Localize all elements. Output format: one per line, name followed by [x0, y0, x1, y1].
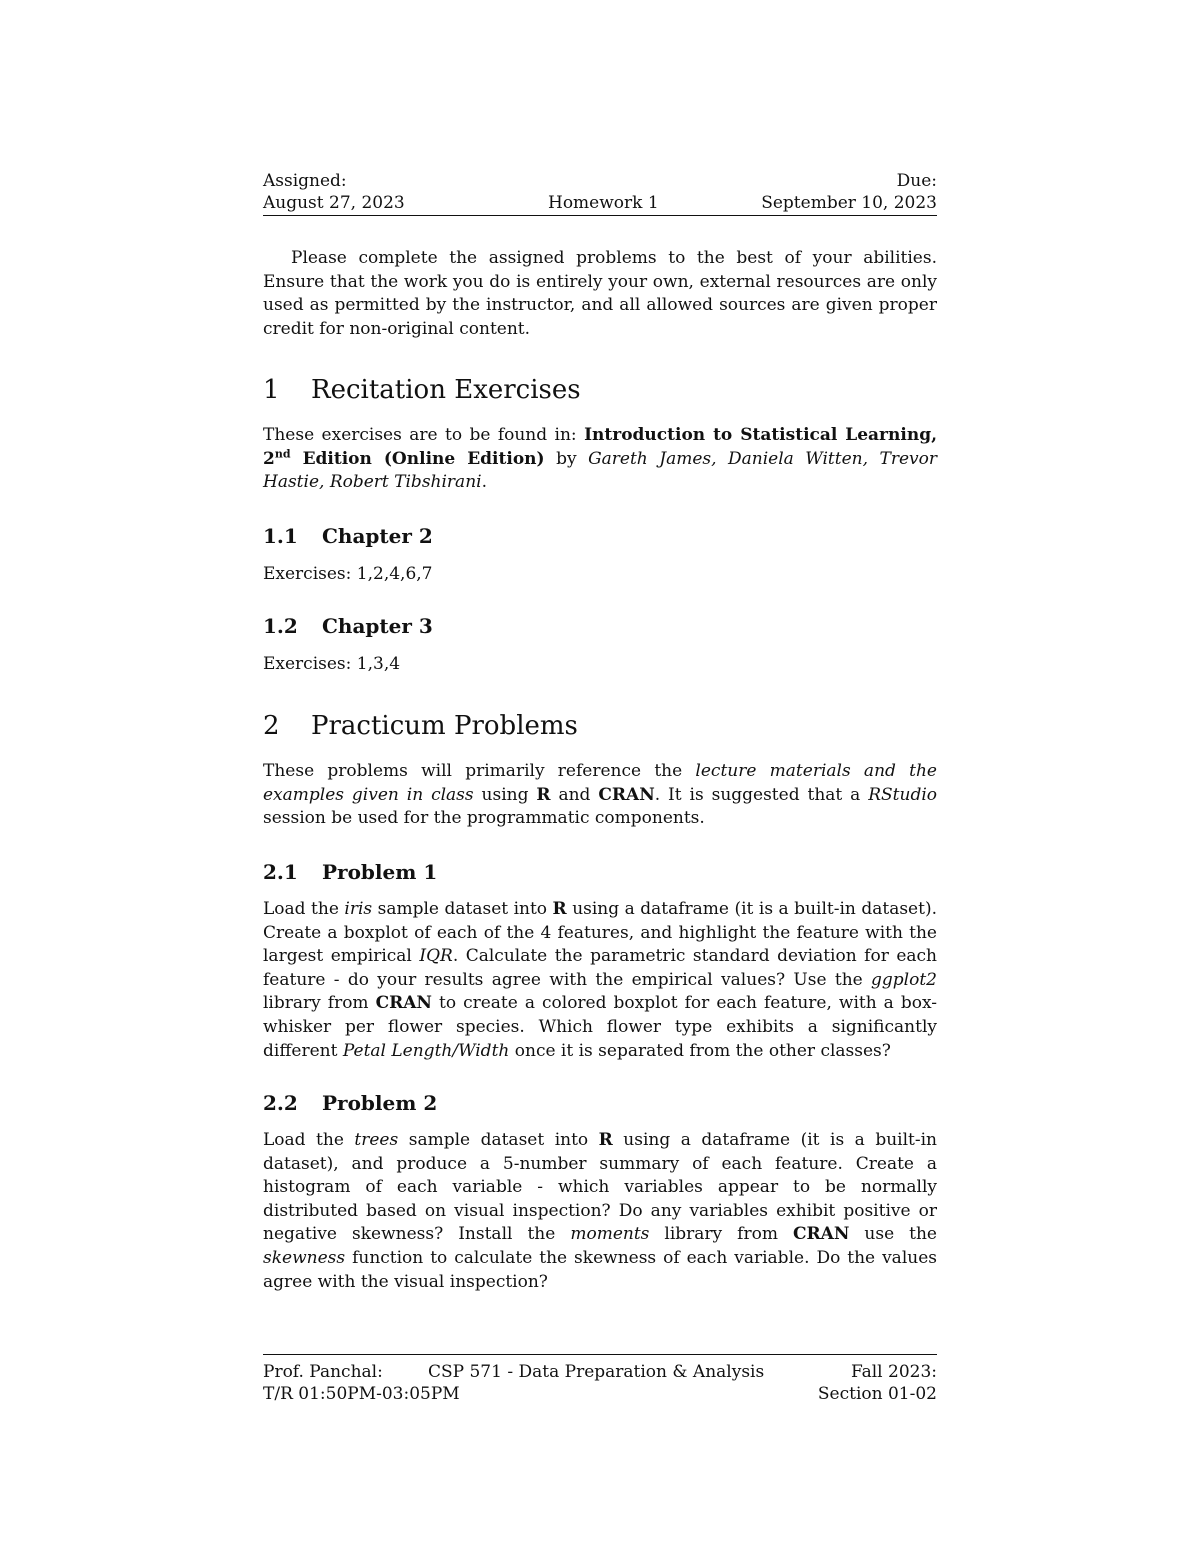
- course-name: CSP 571 - Data Preparation & Analysis: [428, 1362, 765, 1382]
- assigned-date: August 27, 2023: [263, 193, 405, 213]
- due-label: Due:: [896, 171, 937, 191]
- section-1-number: 1: [263, 375, 280, 405]
- problem-1-text: Load the iris sample dataset into R using a dataframe (it is a built-in dataset). Create a boxplot of each of the 4 features, and highlight the feature with the largest empirical IQR. Calculate the parametric standard deviation for each feature - do your results agree with the empirical values? Use the ggplot2 library from CRAN to create a colored boxplot for each feature, with a box-whisker per flower species. Which flower type exhibits a significantly different Petal Length/Width once it is separated from the other classes?: [263, 899, 937, 1061]
- problem-2-text: Load the trees sample dataset into R using a dataframe (it is a built-in dataset), and produce a 5-number summary of each feature. Create a histogram of each variable - which variables appear to be normally distributed based on visual inspection? Do any variables exhibit positive or negative skewness? Install the moments library from CRAN use the skewness function to calculate the skewness of each variable. Do the values agree with the visual inspection?: [263, 1130, 937, 1292]
- subsection-2-2-heading: 2.2 Problem 2: [263, 1091, 438, 1115]
- subsection-2-1-heading: 2.1 Problem 1: [263, 860, 438, 884]
- section-2-paragraph: These problems will primarily reference the lecture materials and the examples given in class using R and CRAN. It is suggested that a RStudio session be used for the programmatic components.: [263, 761, 937, 829]
- header-rule: [263, 215, 937, 216]
- section-1-paragraph: These exercises are to be found in: Introduction to Statistical Learning, 2nd Edition (Online Edition) by Gareth James, Daniela Witten, Trevor Hastie, Robert Tibshirani.: [263, 425, 937, 493]
- section-1-title: Recitation Exercises: [311, 375, 581, 405]
- subsection-1-1-heading: 1.1 Chapter 2: [263, 524, 433, 548]
- homework-title: Homework 1: [548, 193, 659, 213]
- section-2-number: 2: [263, 711, 280, 741]
- chapter-3-exercises: Exercises: 1,3,4: [263, 654, 401, 674]
- due-date: September 10, 2023: [761, 193, 937, 213]
- professor-name: Prof. Panchal:: [263, 1362, 383, 1382]
- class-schedule: T/R 01:50PM-03:05PM: [263, 1384, 460, 1404]
- term: Fall 2023:: [850, 1362, 937, 1382]
- section-1-heading: [263, 375, 581, 405]
- class-section: Section 01-02: [817, 1384, 937, 1404]
- assigned-label: Assigned:: [263, 171, 347, 191]
- book-authors: Gareth James, Daniela Witten, Trevor Hastie, Robert Tibshirani: [263, 448, 937, 493]
- chapter-2-exercises: Exercises: 1,2,4,6,7: [263, 564, 433, 584]
- subsection-1-2-heading: 1.2 Chapter 3: [263, 614, 433, 638]
- intro-paragraph: Please complete the assigned problems to the best of your abilities. Ensure that the work you do is entirely your own, external resources are only used as permitted by the instructor, and all allowed sources are given proper credit for non-original content.: [263, 248, 937, 339]
- book-title: Introduction to Statistical Learning, 2: [263, 425, 937, 469]
- header: [263, 170, 937, 214]
- section-2-title: Practicum Problems: [311, 711, 578, 741]
- footer: [263, 1361, 937, 1405]
- footer-rule: [263, 1354, 937, 1355]
- section-2-heading: [263, 711, 578, 741]
